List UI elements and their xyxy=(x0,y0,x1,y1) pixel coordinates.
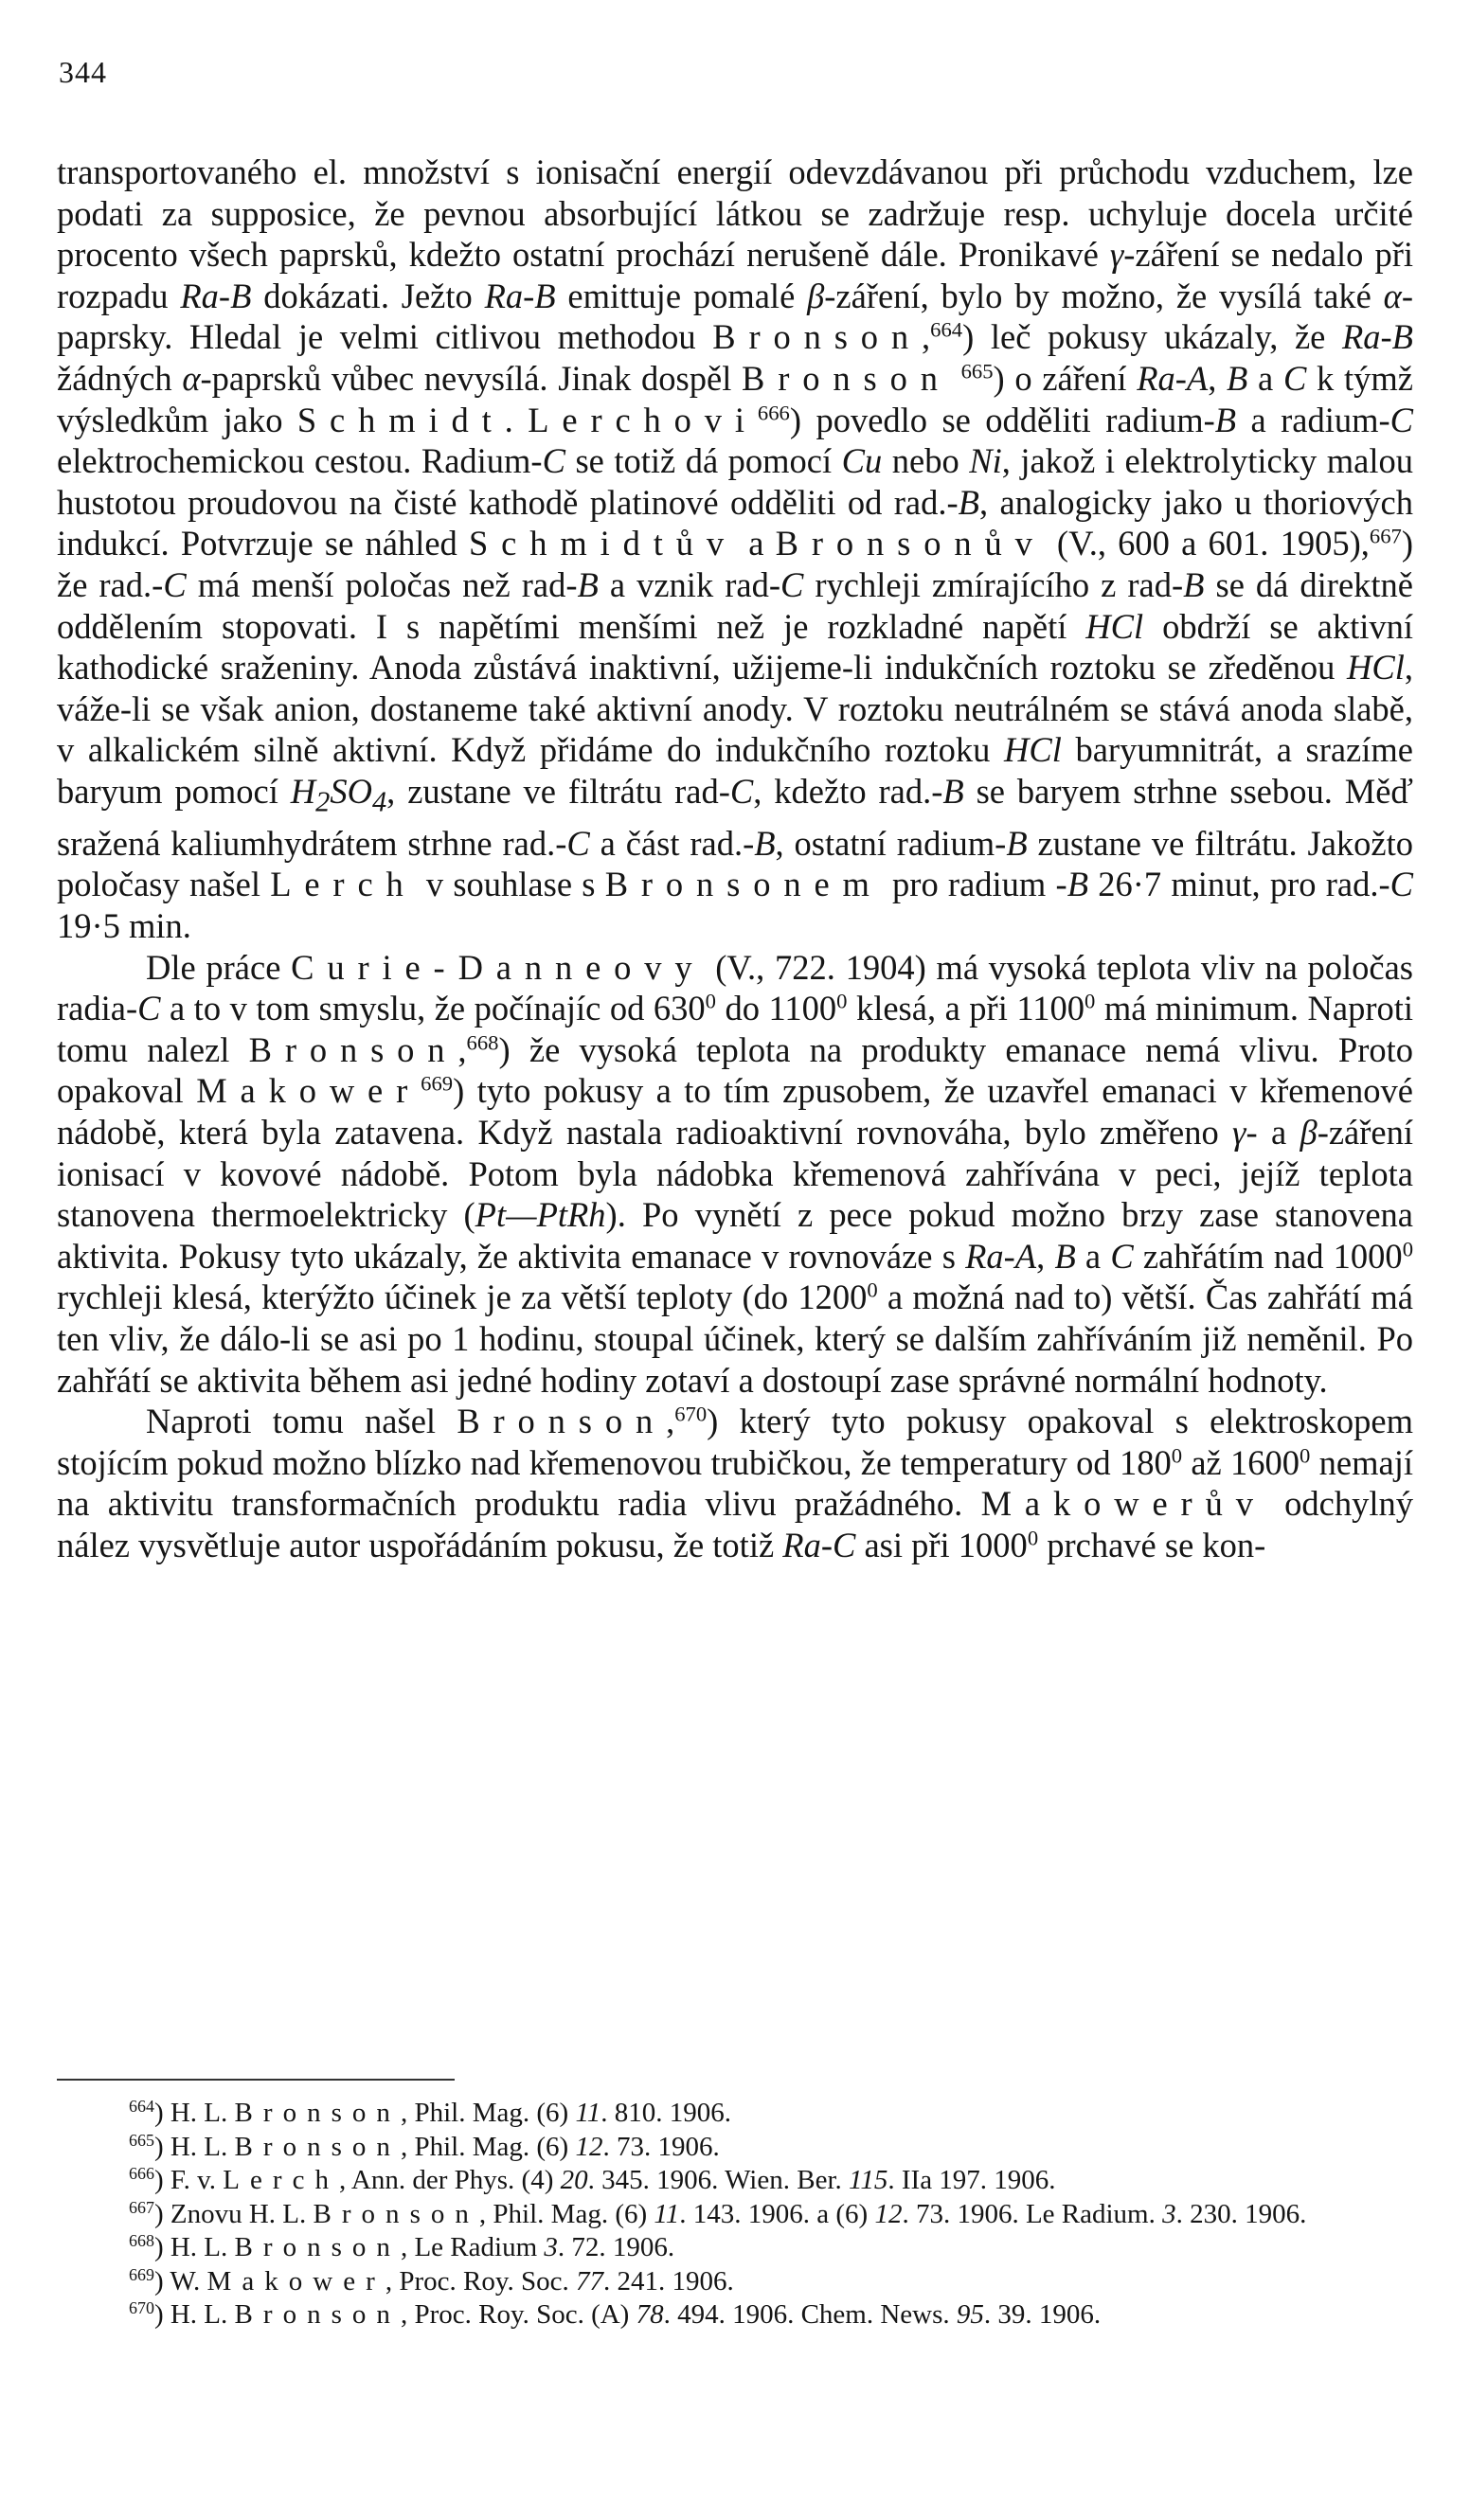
footnote: $^{665}$) H. L. Bronson, Phil. Mag. (6) 12. 73. 1906. xyxy=(129,2130,720,2162)
body-text xyxy=(57,152,1413,1565)
footnote: $^{670}$) H. L. Bronson, Proc. Roy. Soc. (A) 78. 494. 1906. Chem. News. 95. 39. 1906. xyxy=(129,2298,1102,2330)
footnote: $^{667}$) Znovu H. L. Bronson, Phil. Mag. (6) 11. 143. 1906. a (6) 12. 73. 1906. Le Radium. 3. 230. 1906. xyxy=(129,2197,1307,2229)
paragraph: Naproti tomu našel Bronson,$^{670}$) který tyto pokusy opakoval s elektroskopem stojícím pokud možno blízko nad křemenovou trubičkou, že temperatury od $180^0$ až 1600$^0$ nemají na aktivitu transformačních produktu radia vlivu pražádného. Makowerův odchylný nález vysvětluje autor uspořádáním pokusu, že totiž Ra-C asi při 1000$^0$ prchavé se kon- xyxy=(57,1402,1413,1564)
page-number: 344 xyxy=(59,55,107,89)
footnote: $^{669}$) W. Makower, Proc. Roy. Soc. 77. 241. 1906. xyxy=(129,2264,734,2297)
footnote: $^{668}$) H. L. Bronson, Le Radium 3. 72. 1906. xyxy=(129,2231,675,2262)
paragraph: transportovaného el. množství s ionisační energií odevzdávanou při průchodu vzduchem, lze podati za supposice, že pevnou absorbující látkou se zadržuje resp. uchyluje docela určité procento všech paprsků, kdežto ostatní prochází nerušeně dále. Pronikavé γ-záření se nedalo při rozpadu Ra-B dokázati. Ježto Ra-B emittuje pomalé β-záření, bylo by možno, že vysílá také α-paprsky. Hledal je velmi citlivou methodou Bronson,$^{664}$) leč pokusy ukázaly, že Ra-B žádných α-paprsků vůbec nevysílá. Jinak dospěl Bronson $^{665}$) o záření Ra-A, B a C k týmž výsledkům jako Schmidt. Lerchovi$^{666}$) povedlo se odděliti radium-B a radium-C elektrochemickou cestou. Radium-C se totiž dá pomocí Cu nebo Ni, jakož i elektrolyticky malou hustotou proudovou na čisté kathodě platinové odděliti od rad.-B, analogicky jako u thoriových indukcí. Potvrzuje se náhled Schmidtův a Bronsonův (V., 600 a 601. 1905),$^{667}$) že rad.-C má menší poločas než rad-B a vznik rad-C rychleji zmírajícího z rad-B se dá direktně oddělením stopovati. I s napětími menšími než je rozkladné napětí HCl obdrží se aktivní kathodické sraženiny. Anoda zůstává inaktivní, užijeme-li indukčních roztoku se zředěnou HCl, váže-li se však anion, dostaneme také aktivní anody. V roztoku neutrálném se stává anoda slabě, v alkalickém silně aktivní. Když přidáme do indukčního roztoku HCl baryumnitrát, a srazíme baryum pomocí $H_2SO_4$, zustane ve filtrátu rad-C, kdežto rad.-B se baryem strhne ssebou. Měď sražená kaliumhydrátem strhne rad.-C a část rad.-B, ostatní radium-B zustane ve filtrátu. Jakožto poločasy našel Lerch v souhlase s Bronsonem pro radium -B 26·7 minut, pro rad.-C 19·5 min. xyxy=(57,152,1414,945)
footnote-separator xyxy=(57,2079,455,2081)
footnote: $^{666}$) F. v. Lerch, Ann. der Phys. (4) 20. 345. 1906. Wien. Ber. 115. IIa 197. 1906. xyxy=(129,2164,1056,2195)
footnotes xyxy=(57,2097,1413,2332)
footnote: $^{664}$) H. L. Bronson, Phil. Mag. (6) 11. 810. 1906. xyxy=(129,2097,732,2128)
paragraph: Dle práce Curie-Danneovy (V., 722. 1904) má vysoká teplota vliv na poločas radia-C a to v tom smyslu, že počínajíc od $630^0$ do 1100$^0$ klesá, a při 1100$^0$ má minimum. Naproti tomu nalezl Bronson,$^{668}$) že vysoká teplota na produkty emanace nemá vlivu. Proto opakoval Makower$^{669}$) tyto pokusy a to tím zpusobem, že uzavřel emanaci v křemenové nádobě, která byla zatavena. Když nastala radioaktivní rovnováha, bylo změřeno γ- a β-záření ionisací v kovové nádobě. Potom byla nádobka křemenová zahřívána v peci, jejíž teplota stanovena thermoelektricky (Pt—PtRh). Po vynětí z pece pokud možno brzy zase stanovena aktivita. Pokusy tyto ukázaly, že aktivita emanace v rovnováze s Ra-A, B a C zahřátím nad 1000$^0$ rychleji klesá, kterýžto účinek je za větší teploty (do 1200$^0$ a možná nad to) větší. Čas zahřátí má ten vliv, že dálo-li se asi po 1 hodinu, stoupal účinek, který se dalším zahříváním již neměnil. Po zahřátí se aktivita během asi jedné hodiny zotaví a dostoupí zase správné normální hodnoty. xyxy=(57,947,1414,1400)
